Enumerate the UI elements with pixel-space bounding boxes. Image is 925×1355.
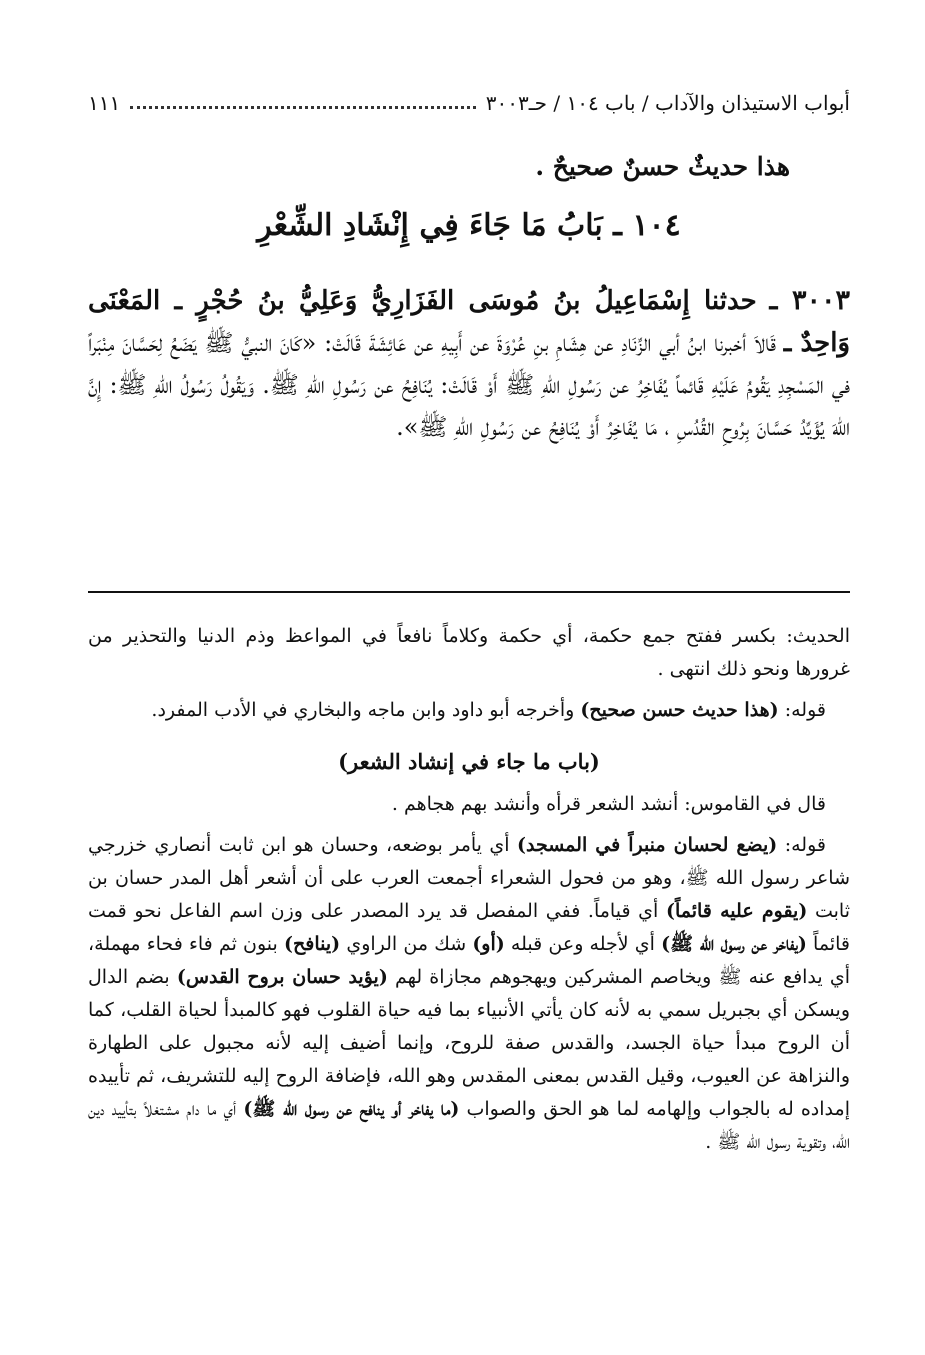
quoted-phrase: (ينافح) (284, 933, 341, 955)
commentary-text: أي لأجله وعن قبله (504, 933, 662, 955)
quoted-phrase: (يضع لحسان منبراً في المسجد) (517, 834, 778, 856)
commentary-text: قال في القاموس: أنشد الشعر قرأه وأنشد بهم هجاهم . (391, 793, 826, 815)
commentary-text: شك من الراوي (340, 933, 473, 955)
commentary-text: قوله: (778, 699, 826, 721)
quoted-phrase: (يفاخر عن رسول الله ﷺ) (661, 933, 807, 955)
chapter-title: ١٠٤ ـ بَابُ مَا جَاءَ فِي إِنْشَادِ الشِّعْرِ (257, 208, 681, 243)
quoted-phrase: (أو) (472, 933, 505, 955)
commentary-text: وأخرجه أبو داود وابن ماجه والبخاري في الأدب المفرد. (151, 699, 581, 721)
commentary-block (88, 620, 850, 1167)
commentary-text: أي ما دام مشتغلاً بتأييد دين الله، وتقوية رسول الله ﷺ . (88, 1098, 850, 1153)
commentary-text: الحديث: بكسر ففتح جمع حكمة، أي حكمة وكلاماً نافعاً في المواعظ وذم الدنيا والتحذير من غرورها ونحو ذلك انتهى . (88, 625, 850, 680)
commentary-text: بنون ثم فاء فحاء مهملة، أي يدافع عنه ﷺ ويخاصم المشركين ويهجوهم مجازاة لهم (88, 933, 850, 988)
hadith-number: ٣٠٠٣ ـ (769, 285, 851, 316)
commentary-text: أي قياماً. ففي المفصل قد يرد المصدر على وزن اسم الفاعل نحو قمت قائماً (88, 900, 850, 955)
quoted-phrase: (ما يفاخر أو ينافح عن رسول الله ﷺ) (243, 1098, 460, 1120)
hadith-grading: هذا حديثٌ حسنٌ صحيحٌ . (535, 152, 790, 181)
quoted-phrase: (يقوم عليه قائماً) (665, 900, 808, 922)
running-head-title: أبواب الاستيذان والآداب / باب ١٠٤ / حـ٣٠٠٣ (485, 91, 850, 115)
book-page (88, 80, 850, 1320)
running-head (88, 88, 850, 118)
page-number: ١١١ (88, 91, 121, 115)
hadith-narrators: حدثنا إِسْمَاعِيلُ بنُ مُوسَى الفَزَارِيُّ وَعَلِيُّ بنُ حُجْرٍ ـ المَعْنَى وَاحِدٌ ـ (88, 286, 851, 358)
commentary-text: أي يأمر بوضعه، وحسان هو ابن ثابت أنصاري خزرجي شاعر رسول الله ﷺ، وهو من فحول الشعراء أجمعت العرب على أن أشعر أهل المدر حسان بن ثابت (88, 834, 851, 922)
hadith-text-block (88, 280, 850, 448)
hadith-body: قَالاَ أخبرنا ابنُ أبي الزِّنَادِ عن هِشَامِ بنِ عُرْوَةَ عن أَبِيهِ عن عَائِشَةَ قَالَتْ: «كَانَ النبيُّ ﷺ يَضَعُ لِحَسَّانَ مِنْبَراً في المَسْجِدِ يَقُومُ عَلَيْهِ قَائماً يُفَاخِرُ عن رَسُولِ اللهِ ﷺ أَوْ قَالَتْ: يُنَافِحُ عن رَسُولِ اللهِ ﷺ. وَيَقُولُ رَسُولُ اللهِ ﷺ: إِنَّ اللهَ يُؤَيِّدُ حَسَّانَ بِرُوحِ القُدُسِ ، مَا يُفَاخِرُ أَوْ يُنَافِحُ عن رَسُولِ اللهِ ﷺ». (88, 329, 850, 441)
commentary-paragraph (88, 620, 850, 686)
quoted-phrase: (يؤيد حسان بروح القدس) (176, 966, 388, 988)
quoted-phrase: (هذا حديث حسن صحيح) (580, 699, 779, 721)
commentary-text: بضم الدال ويسكن أي بجبريل سمي به لأنه كان يأتي الأنبياء بما فيه حياة القلوب فهو كالمبدأ لحياة القلب، كما أن الروح مبدأ حياة الجسد، والقدس صفة للروح، وإنما أضيف إليه لأنه مجبول على الطهارة والنزاهة عن العيوب، وقيل القدس بمعنى المقدس وهو الله، فإضافة الروح إليه للتشريف، ثم تأييده إمداده له بالجواب وإلهامه لما هو الحق والصواب (88, 966, 851, 1120)
commentary-paragraph (88, 829, 850, 1159)
running-head-leader-dots (130, 106, 476, 109)
commentary-subheading: (باب ما جاء في إنشاد الشعر) (338, 749, 600, 774)
commentary-text: قوله: (777, 834, 826, 856)
commentary-paragraph (88, 788, 850, 821)
footnote-divider (88, 591, 850, 593)
commentary-paragraph (88, 694, 850, 727)
